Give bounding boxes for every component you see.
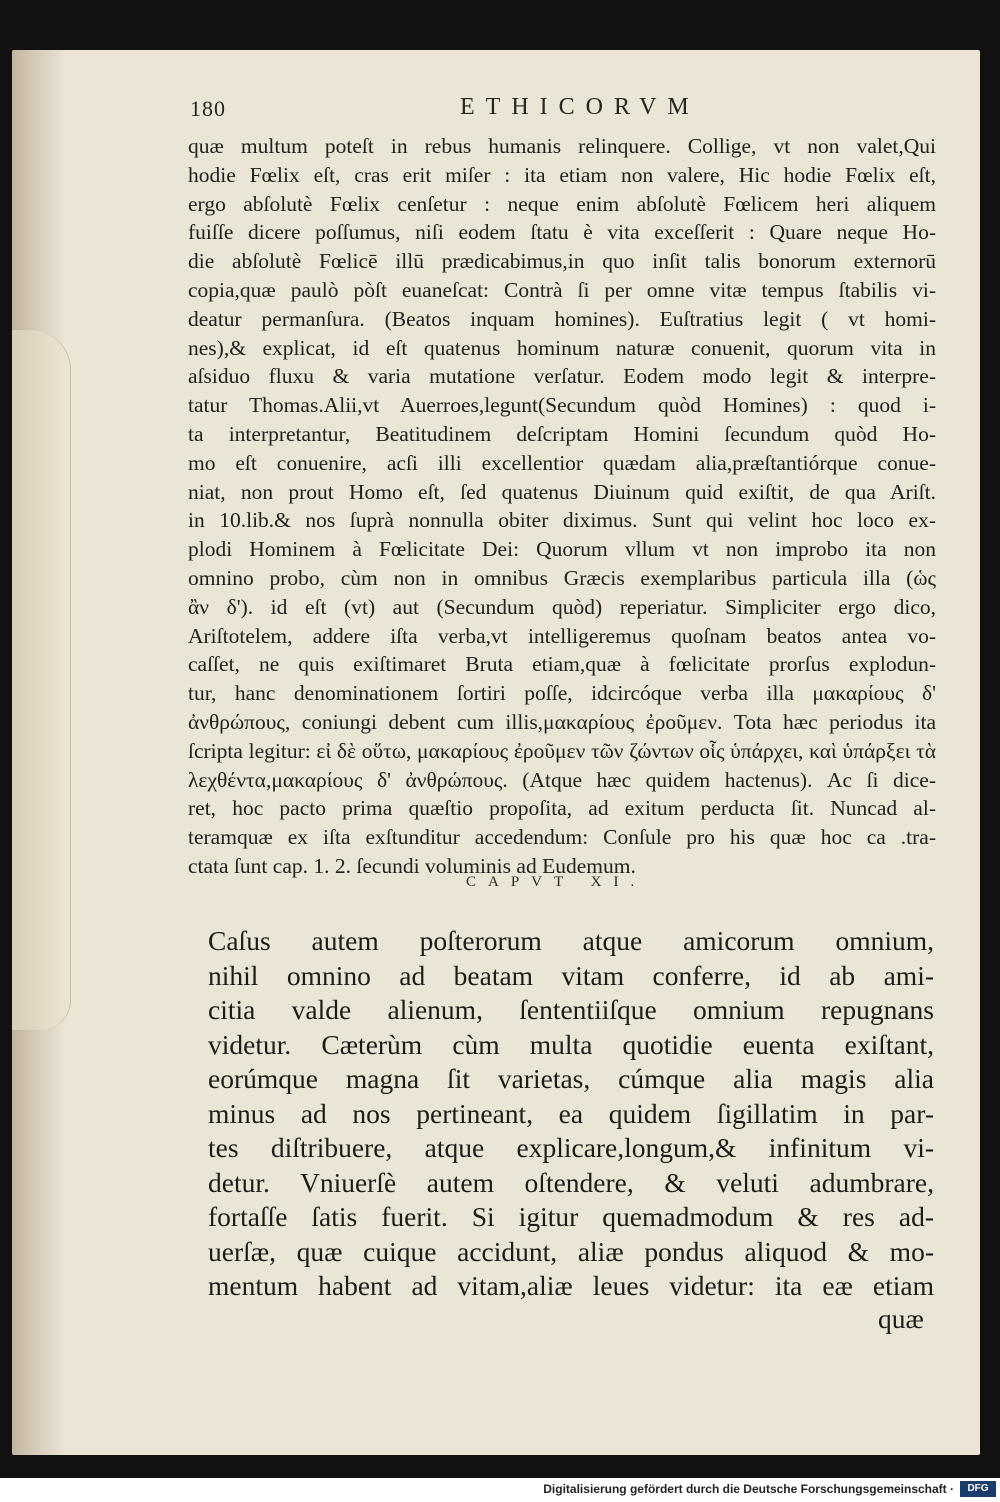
chapter-line: Caſus autem poſterorum atque amicorum omnium, <box>208 925 934 956</box>
body-text <box>188 132 936 881</box>
page-number: 180 <box>190 96 226 121</box>
text-line: ſcripta legitur: εἰ δὲ οὕτω, μακαρίους ἐροῦμεν τῶν ζώντων οἷς ὑπάρχει, καὶ ὑπάρξει τὰ <box>188 738 936 763</box>
text-line: fuiſſe dicere poſſumus, niſi eodem ſtatu è vita exceſſerit : Quare neque Ho- <box>188 220 936 245</box>
text-line: omnino probo, cùm non in omnibus Græcis exemplaribus particula illa (ὡς <box>188 565 936 590</box>
text-line: caſſet, ne quis exiſtimaret Bruta etiam,quæ à fœlicitate prorſus explodun- <box>188 652 936 677</box>
catchword: quæ <box>878 1303 924 1334</box>
text-line: teramquæ ex iſta exſtunditur accedendum: Conſule pro his quæ hoc ca .tra- <box>188 825 936 850</box>
chapter-line: videtur. Cæterùm cùm multa quotidie euenta exiſtant, <box>208 1028 934 1060</box>
footer-credit-bar <box>0 1478 1000 1502</box>
text-line: tatur Thomas.Alii,vt Auerroes,legunt(Secundum quòd Homines) : quod i- <box>188 393 936 418</box>
text-line: plodi Hominem à Fœlicitate Dei: Quorum vllum vt non improbo ita non <box>188 537 936 562</box>
text-line: aſsiduo fluxu & varia mutatione verſatur. Eodem modo legit & interpre- <box>188 364 936 389</box>
credit-text: Digitalisierung gefördert durch die Deutsche Forschungsgemeinschaft · <box>543 1482 954 1496</box>
text-line: mo eſt conuenire, acſi illi excellentior quædam alia,præſtantiórque conue- <box>188 450 936 475</box>
chapter-line: uerſæ, quæ cuique accidunt, aliæ pondus aliquod & mo- <box>208 1235 934 1267</box>
text-line: ta interpretantur, Beatitudinem deſcriptam Homini ſecundum quòd Ho- <box>188 421 936 446</box>
text-line: ἂν δ'). id eſt (vt) aut (Secundum quòd) reperiatur. Simpliciter ergo dico, <box>188 594 936 619</box>
chapter-text <box>208 924 934 1304</box>
text-line: copia,quæ paulò pòſt euaneſcat: Contrà ſi per omne vitæ tempus ſtabilis vi- <box>188 277 936 302</box>
running-title: ETHICORVM <box>460 94 700 120</box>
text-line: ret, hoc pacto prima quæſtio propoſita, ad exitum perducta ſit. Nuncad al- <box>188 796 936 821</box>
chapter-line: fortaſſe ſatis fuerit. Si igitur quemadmodum & res ad- <box>208 1201 934 1232</box>
text-line: in 10.lib.& nos ſuprà nonnulla obiter diximus. Sunt qui velint hoc loco ex- <box>188 508 936 533</box>
chapter-line: nihil omnino ad beatam vitam conferre, id ab ami- <box>208 959 934 991</box>
chapter-line: eorúmque magna ſit varietas, cúmque alia magis alia <box>208 1063 934 1094</box>
text-line: ergo abſolutè Fœlix cenſetur : neque enim abſolutè Fœlicem heri aliquem <box>188 191 936 216</box>
text-line: Ariſtotelem, addere iſta verba,vt intelligeremus quoſnam beatos antea vo- <box>188 623 936 648</box>
dfg-logo-icon[interactable]: DFG <box>960 1481 996 1497</box>
text-line: tur, hanc denominationem ſortiri poſſe, idcircóque verba illa μακαρίους δ' <box>188 681 936 706</box>
chapter-line: tes diſtribuere, atque explicare,longum,& infinitum vi- <box>208 1132 934 1163</box>
chapter-line: mentum habent ad vitam,aliæ leues videtur: ita eæ etiam <box>208 1270 934 1301</box>
text-line: die abſolutè Fœlicē illū prædicabimus,in quo inſit talis bonorum externorū <box>188 249 936 274</box>
torn-page-edge <box>12 330 71 1030</box>
chapter-line: citia valde alienum, ſententiiſque omnium repugnans <box>208 994 934 1025</box>
text-line: nes),& explicat, id eſt quatenus hominum naturæ conuenit, quorum vita in <box>188 335 936 360</box>
chapter-heading: CAPVT XI. <box>466 874 647 890</box>
text-line: niat, non prout Homo eſt, ſed quatenus Diuinum quid exiſtit, de qua Ariſt. <box>188 479 936 504</box>
text-line: quæ multum poteſt in rebus humanis relinquere. Collige, vt non valet,Qui <box>188 134 936 158</box>
chapter-line: detur. Vniuerſè autem oſtendere, & veluti adumbrare, <box>208 1166 934 1198</box>
chapter-line: minus ad nos pertineant, ea quidem ſigillatim in par- <box>208 1097 934 1129</box>
text-line: deatur permanſura. (Beatos inquam homines). Euſtratius legit ( vt homi- <box>188 306 936 331</box>
text-line: ἀνθρώπους, coniungi debent cum illis,μακαρίους ἐροῦμεν. Tota hæc periodus ita <box>188 709 936 734</box>
page-header <box>190 96 950 126</box>
text-line: hodie Fœlix eſt, cras erit miſer : ita etiam non valere, Hic hodie Fœlix eſt, <box>188 162 936 187</box>
text-line: ctata ſunt cap. 1. 2. ſecundi voluminis ad Eudemum. <box>188 853 636 878</box>
text-line: λεχθέντα,μακαρίους δ' ἀνθρώπους. (Atque hæc quidem hactenus). Ac ſi dice- <box>188 767 936 792</box>
